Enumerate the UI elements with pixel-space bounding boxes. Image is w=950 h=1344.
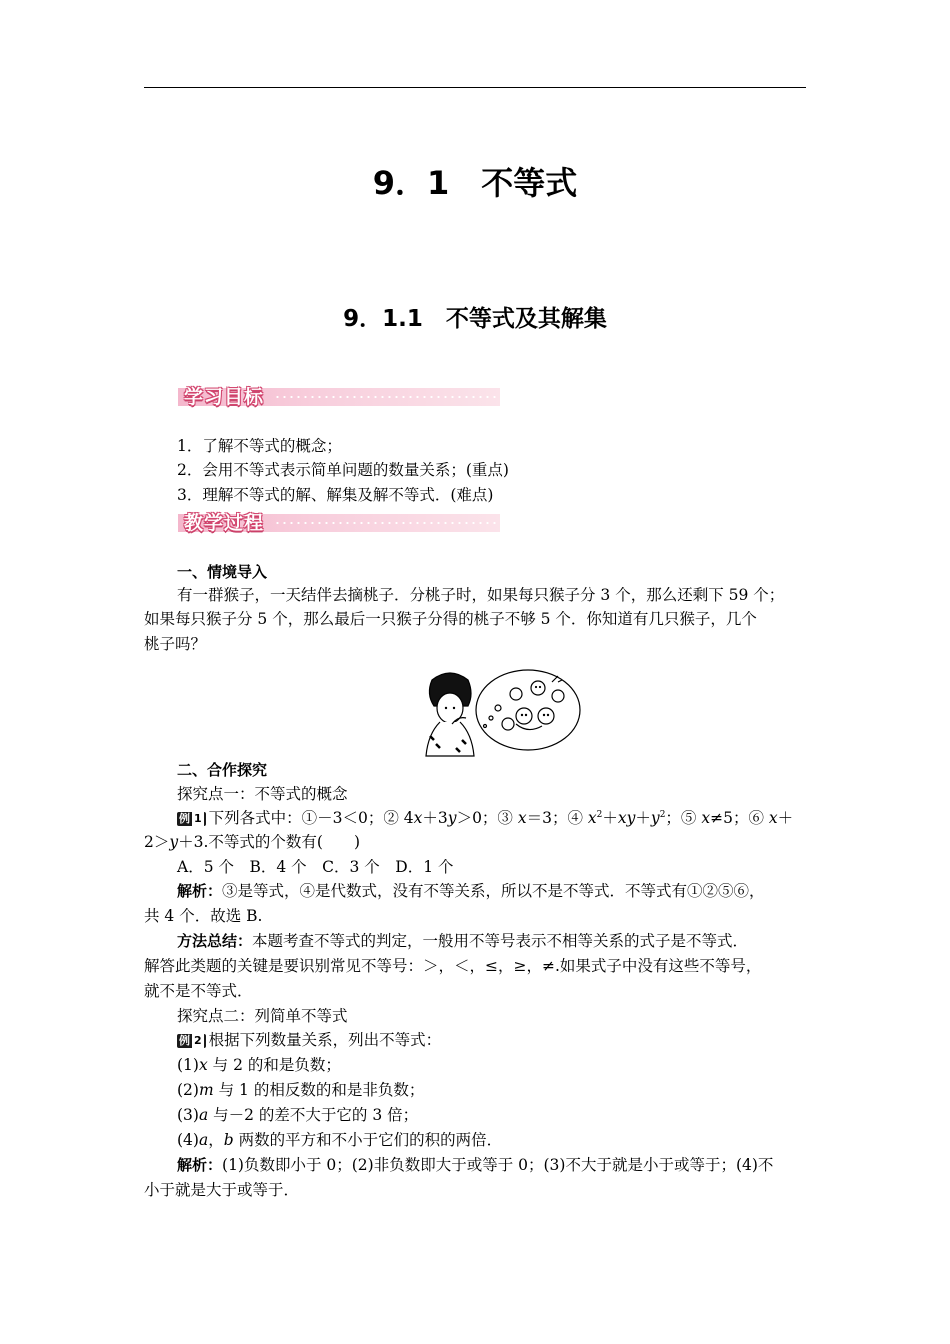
example-1-line: 2＞y＋3.不等式的个数有( ) <box>144 833 361 851</box>
teaching-process-banner <box>178 508 500 532</box>
example-1-options: A．5 个 B．4 个 C．3 个 D．1 个 <box>177 858 454 876</box>
explore-point-title: 探究点二：列简单不等式 <box>177 1007 348 1025</box>
method-summary-line: 方法总结：本题考查不等式的判定，一般用不等号表示不相等关系的式子是不等式． <box>177 932 749 950</box>
method-summary-line: 解答此类题的关键是要识别常见不等号：＞，＜，≤，≥，≠.如果式子中没有这些不等号， <box>144 957 762 975</box>
analysis-line: 共 4 个．故选 B. <box>144 907 263 925</box>
banner-text: 教学过程 <box>184 512 265 534</box>
analysis-line: 解析：③是等式，④是代数式，没有不等关系，所以不是不等式．不等式有①②⑤⑥， <box>177 882 765 900</box>
header-rule <box>144 87 806 88</box>
paragraph-line: 有一群猴子，一天结伴去摘桃子．分桃子时，如果每只猴子分 3 个，那么还剩下 59 个； <box>177 586 785 604</box>
banner-text: 学习目标 <box>184 386 265 408</box>
method-summary-line: 就不是不等式． <box>144 982 253 1000</box>
example-2-item: (4)a，b 两数的平方和不小于它们的积的两倍． <box>177 1131 503 1149</box>
learning-goals-banner <box>178 382 500 406</box>
example-2-line: 例 2 根据下列数量关系，列出不等式： <box>179 1031 442 1049</box>
banner-dots <box>274 522 496 524</box>
banner-dots <box>274 396 496 398</box>
goal-item: 3．理解不等式的解、解集及解不等式．(难点) <box>177 486 494 504</box>
example-2-item: (1)x 与 2 的和是负数； <box>177 1056 341 1074</box>
goal-item: 1．了解不等式的概念； <box>177 437 342 455</box>
section-heading: 一、情境导入 <box>177 563 268 581</box>
chapter-title: 9．1 不等式 <box>372 164 578 202</box>
example-2-item: (3)a 与－2 的差不大于它的 3 倍； <box>177 1106 419 1124</box>
example-badge: 例 2 <box>177 1034 206 1048</box>
paragraph-line: 桃子吗？ <box>144 635 207 653</box>
paragraph-line: 如果每只猴子分 5 个，那么最后一只猴子分得的桃子不够 5 个．你知道有几只猴子，几个 <box>144 610 757 628</box>
analysis-line: 小于就是大于或等于． <box>144 1181 300 1199</box>
example-1-line: 例 1 下列各式中：①－3＜0；② 4x＋3y＞0；③ x＝3；④ $x^2+xy+y^2$；⑤ x≠5；⑥ x＋ <box>179 809 794 827</box>
analysis-line: 解析：(1)负数即小于 0；(2)非负数即大于或等于 0；(3)不大于就是小于或等于；(4)不 <box>177 1156 774 1174</box>
explore-point-title: 探究点一：不等式的概念 <box>177 785 348 803</box>
section-title: 9．1.1 不等式及其解集 <box>343 306 607 332</box>
girl-monkeys-illustration <box>412 664 582 758</box>
example-badge: 例 1 <box>177 812 206 826</box>
example-2-item: (2)m 与 1 的相反数的和是非负数； <box>177 1081 425 1099</box>
goal-item: 2．会用不等式表示简单问题的数量关系；(重点) <box>177 461 509 479</box>
section-heading: 二、合作探究 <box>177 761 268 779</box>
